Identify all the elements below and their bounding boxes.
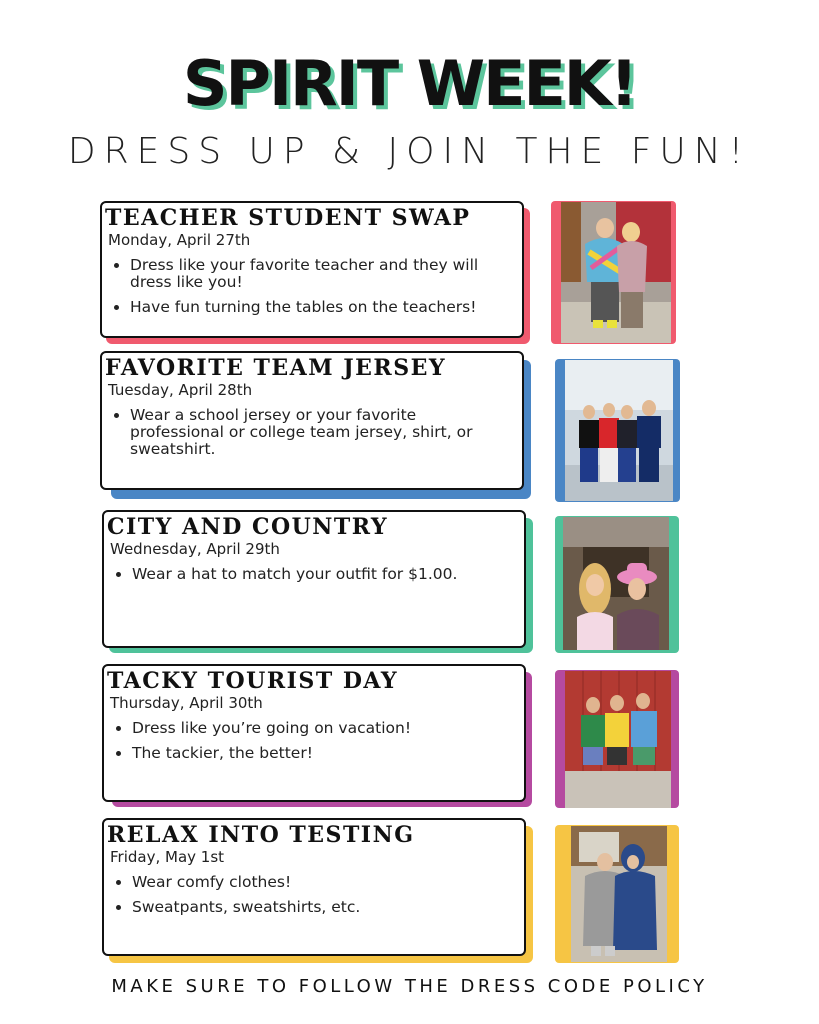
day-title: TEACHER STUDENT SWAP bbox=[105, 205, 471, 231]
photo-tacky-tourist bbox=[565, 671, 671, 808]
list-item: • Dress like you’re going on vacation! bbox=[132, 720, 502, 737]
list-item: • Dress like your favorite teacher and they will dress like you! bbox=[130, 257, 500, 291]
bullet-list bbox=[114, 720, 502, 770]
list-item: • Wear comfy clothes! bbox=[132, 874, 502, 891]
list-item: • Sweatpants, sweatshirts, etc. bbox=[132, 899, 502, 916]
day-card-tuesday bbox=[100, 351, 524, 490]
bullet-list bbox=[112, 407, 500, 466]
photo-relax-testing bbox=[571, 826, 667, 962]
day-title: TACKY TOURIST DAY bbox=[107, 668, 399, 694]
photo-team-jersey bbox=[565, 360, 673, 501]
photo-teacher-student-swap bbox=[561, 202, 671, 343]
day-date: Tuesday, April 28th bbox=[108, 381, 253, 399]
photo-city-country bbox=[563, 517, 669, 650]
day-card-wednesday bbox=[102, 510, 526, 648]
bullet-list bbox=[112, 257, 500, 324]
list-item: • The tackier, the better! bbox=[132, 745, 502, 762]
day-card-friday bbox=[102, 818, 526, 956]
page-subtitle: DRESS UP & JOIN THE FUN! bbox=[67, 131, 752, 172]
page-title: SPIRIT WEEK! bbox=[182, 47, 637, 120]
list-item: • Wear a hat to match your outfit for $1.00. bbox=[132, 566, 502, 583]
list-item: • Have fun turning the tables on the teachers! bbox=[130, 299, 500, 316]
day-date: Monday, April 27th bbox=[108, 231, 251, 249]
day-title: FAVORITE TEAM JERSEY bbox=[105, 355, 447, 381]
day-card-thursday bbox=[102, 664, 526, 802]
day-title: CITY AND COUNTRY bbox=[107, 514, 389, 540]
list-item: • Wear a school jersey or your favorite professional or college team jersey, shirt, or sweatshirt. bbox=[130, 407, 500, 458]
bullet-list bbox=[114, 874, 502, 924]
day-date: Thursday, April 30th bbox=[110, 694, 263, 712]
day-card-monday bbox=[100, 201, 524, 338]
day-title: RELAX INTO TESTING bbox=[107, 822, 415, 848]
dress-code-note: MAKE SURE TO FOLLOW THE DRESS CODE POLICY bbox=[111, 976, 708, 997]
day-date: Wednesday, April 29th bbox=[110, 540, 280, 558]
day-date: Friday, May 1st bbox=[110, 848, 225, 866]
bullet-list bbox=[114, 566, 502, 591]
